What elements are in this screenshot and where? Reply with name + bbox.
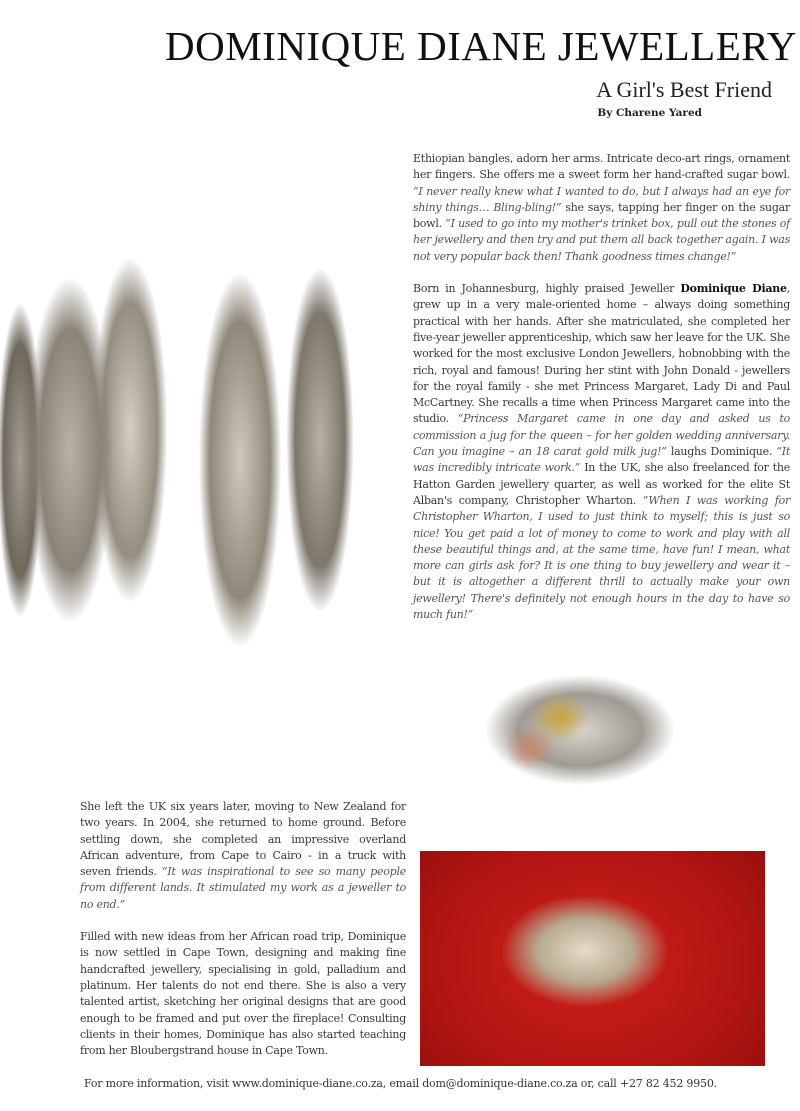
body-text: Ethiopian bangles, adorn her arms. Intricate deco-art rings, ornament her fingers. She offers me a sweet form her hand-crafted sugar bowl. <box>413 152 790 182</box>
quote-text: “Princess Margaret came in one day and asked us to commission a jug for the queen – for her golden wedding anniversary. Can you imagine – an 18 carat gold milk jug!” <box>413 412 790 459</box>
body-text: Born in Johannesburg, highly praised Jeweller <box>413 282 681 296</box>
body-text: she says, tapping her finger on the sugar bowl. <box>413 200 790 231</box>
right-text-column <box>413 151 790 639</box>
photo-leaf-ring <box>480 668 685 793</box>
article-paragraph <box>413 151 790 265</box>
left-text-column <box>80 799 406 1075</box>
article-paragraph <box>413 281 790 623</box>
quote-text: “When I was working for Christopher Wharton, I used to just think to myself; this is just so nice! You get paid a lot of money to come to work and play with all these beautiful things and, at the same time, have fun! I mean, what more can girls ask for? It is one thing to buy jewellery and wear it – but it is altogether a different thrill to actually make your own jewellery! There's definitely not enough hours in the day to have so much fun!” <box>413 493 790 622</box>
article-paragraph <box>80 929 406 1059</box>
footer-contact-info: For more information, visit www.dominique-diane.co.za, email dom@dominique-diane.co.za or, call +27 82 452 9950. <box>84 1077 717 1090</box>
body-text: She left the UK six years later, moving to New Zealand for two years. In 2004, she returned to home ground. Before settling down, she completed an impressive overland African adventure, from Cape to Cairo - in a truck with seven friends. <box>80 800 406 879</box>
article-paragraph <box>80 799 406 913</box>
quote-text: “I used to go into my mother's trinket box, pull out the stones of her jewellery and then try and put them all back together again. I was not very popular back then! Thank goodness times change!” <box>413 217 790 263</box>
body-text: Filled with new ideas from her African road trip, Dominique is now settled in Cape Town, designing and making fine handcrafted jewellery, specialising in gold, palladium and platinum. Her talents do not end there. She is also a very talented artist, sketching her original designs that are good enough to be framed and put over the fireplace! Consulting clients in their homes, Dominique has also started teaching from her Bloubergstrand house in Cape Town. <box>80 930 406 1058</box>
article-title: DOMINIQUE DIANE JEWELLERY <box>165 23 797 69</box>
byline: By Charene Yared <box>597 107 702 119</box>
quote-text: “It was incredibly intricate work.” <box>413 445 790 475</box>
body-text: laughs Dominique. <box>666 445 777 459</box>
body-text: , grew up in a very male-oriented home – always doing something practical with her hands. After she matriculated, she completed her five-year jeweller apprenticeship, which saw her leave for the UK. She worked for the most exclusive London Jewellers, hobnobbing with the rich, royal and famous! During her stint with John Donald - jewellers for the royal family - she met Princess Margaret, Lady Di and Paul McCartney. She recalls a time when Princess Margaret came into the studio. <box>413 282 791 426</box>
article-subtitle: A Girl's Best Friend <box>596 77 772 102</box>
photo-silver-leaf-cuffs <box>0 200 410 700</box>
body-text: In the UK, she also freelanced for the Hatton Garden jewellery quarter, as well as worked for the elite St Alban's company, Christopher Wharton. <box>413 461 790 507</box>
quote-text: “It was inspirational to see so many people from different lands. It stimulated my work as a jeweller to no end.” <box>80 865 406 911</box>
photo-engraved-ring-on-red <box>420 851 765 1066</box>
bold-name: Dominique Diane <box>680 282 787 296</box>
quote-text: “I never really knew what I wanted to do, but I always had an eye for shiny things… Bling-bling!” <box>413 184 790 214</box>
